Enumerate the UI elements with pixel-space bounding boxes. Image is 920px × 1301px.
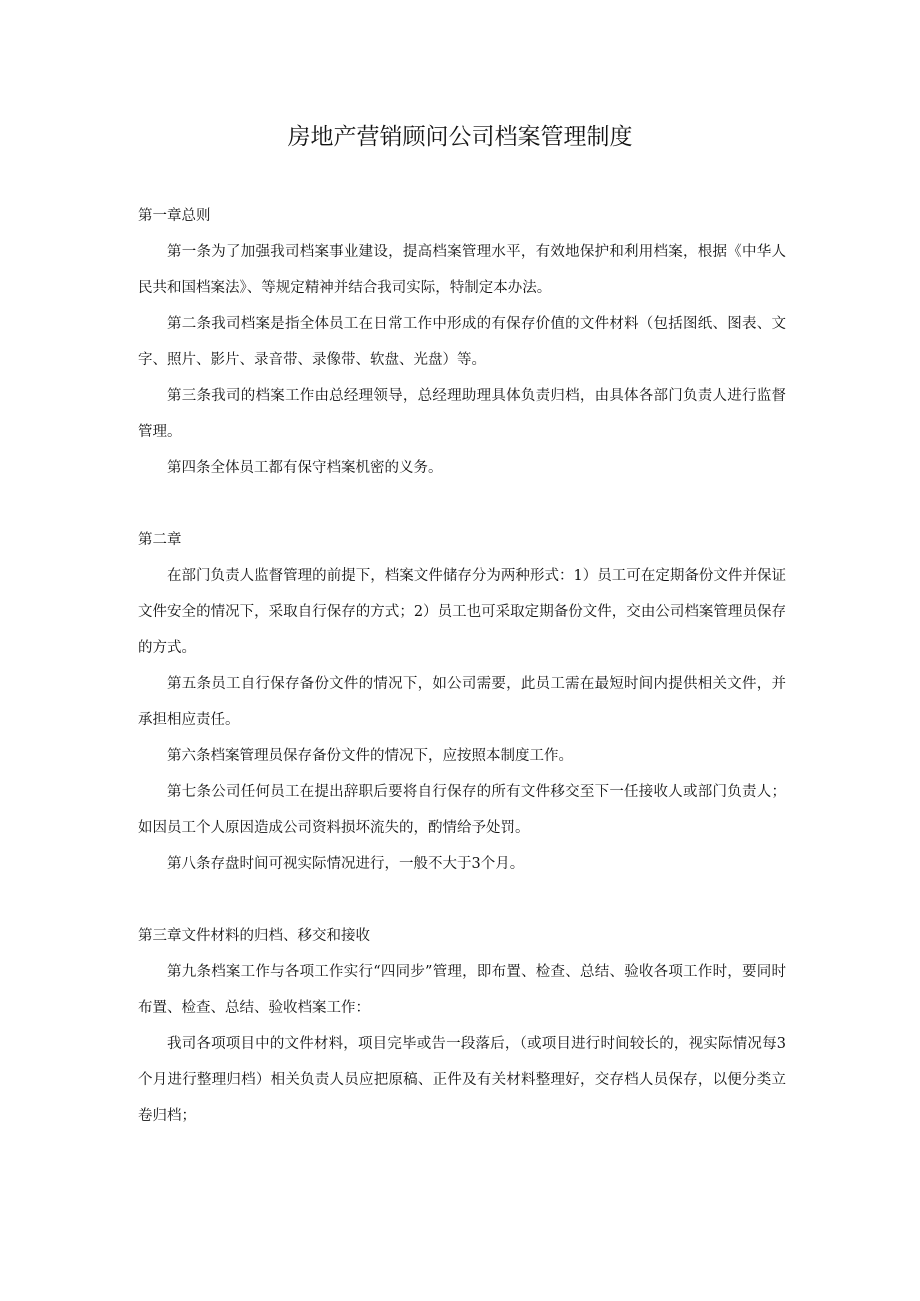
section-spacer [138,882,786,918]
article-5: 第五条员工自行保存备份文件的情况下，如公司需要，此员工需在最短时间内提供相关文件，并承担相应责任。 [138,676,786,728]
chapter-3-heading: 第三章文件材料的归档、移交和接收 [138,928,370,944]
article-8: 第八条存盘时间可视实际情况进行，一般不大于3个月。 [167,856,525,872]
article-3: 第三条我司的档案工作由总经理领导，总经理助理具体负责归档，由具体各部门负责人进行监督管理。 [138,388,786,440]
article-6: 第六条档案管理员保存备份文件的情况下，应按照本制度工作。 [167,748,573,764]
section-spacer [138,486,786,522]
article-4: 第四条全体员工都有保守档案机密的义务。 [167,460,443,476]
document-body [138,198,786,1134]
chapter-1-heading: 第一章总则 [138,208,211,224]
article-7: 第七条公司任何员工在提出辞职后要将自行保存的所有文件移交至下一任接收人或部门负责人；如因员工个人原因造成公司资料损坏流失的，酌情给予处罚。 [138,784,786,836]
document-title: 房地产营销顾问公司档案管理制度 [287,124,633,150]
project-filing-paragraph: 我司各项项目中的文件材料，项目完毕或告一段落后，（或项目进行时间较长的，视实际情况每3个月进行整理归档）相关负责人员应把原稿、正件及有关材料整理好，交存档人员保存，以便分类立卷归档； [138,1036,786,1124]
article-2: 第二条我司档案是指全体员工在日常工作中形成的有保存价值的文件材料（包括图纸、图表、文字、照片、影片、录音带、录像带、软盘、光盘）等。 [138,316,786,368]
article-9: 第九条档案工作与各项工作实行“四同步”管理，即布置、检查、总结、验收各项工作时，要同时布置、检查、总结、验收档案工作： [138,964,786,1016]
chapter-2-heading: 第二章 [138,532,182,548]
storage-forms-paragraph: 在部门负责人监督管理的前提下，档案文件储存分为两种形式：1）员工可在定期备份文件并保证文件安全的情况下，采取自行保存的方式；2）员工也可采取定期备份文件，交由公司档案管理员保存的方式。 [138,568,786,656]
article-1: 第一条为了加强我司档案事业建设，提高档案管理水平，有效地保护和利用档案，根据《中华人民共和国档案法》、等规定精神并结合我司实际，特制定本办法。 [138,244,786,296]
